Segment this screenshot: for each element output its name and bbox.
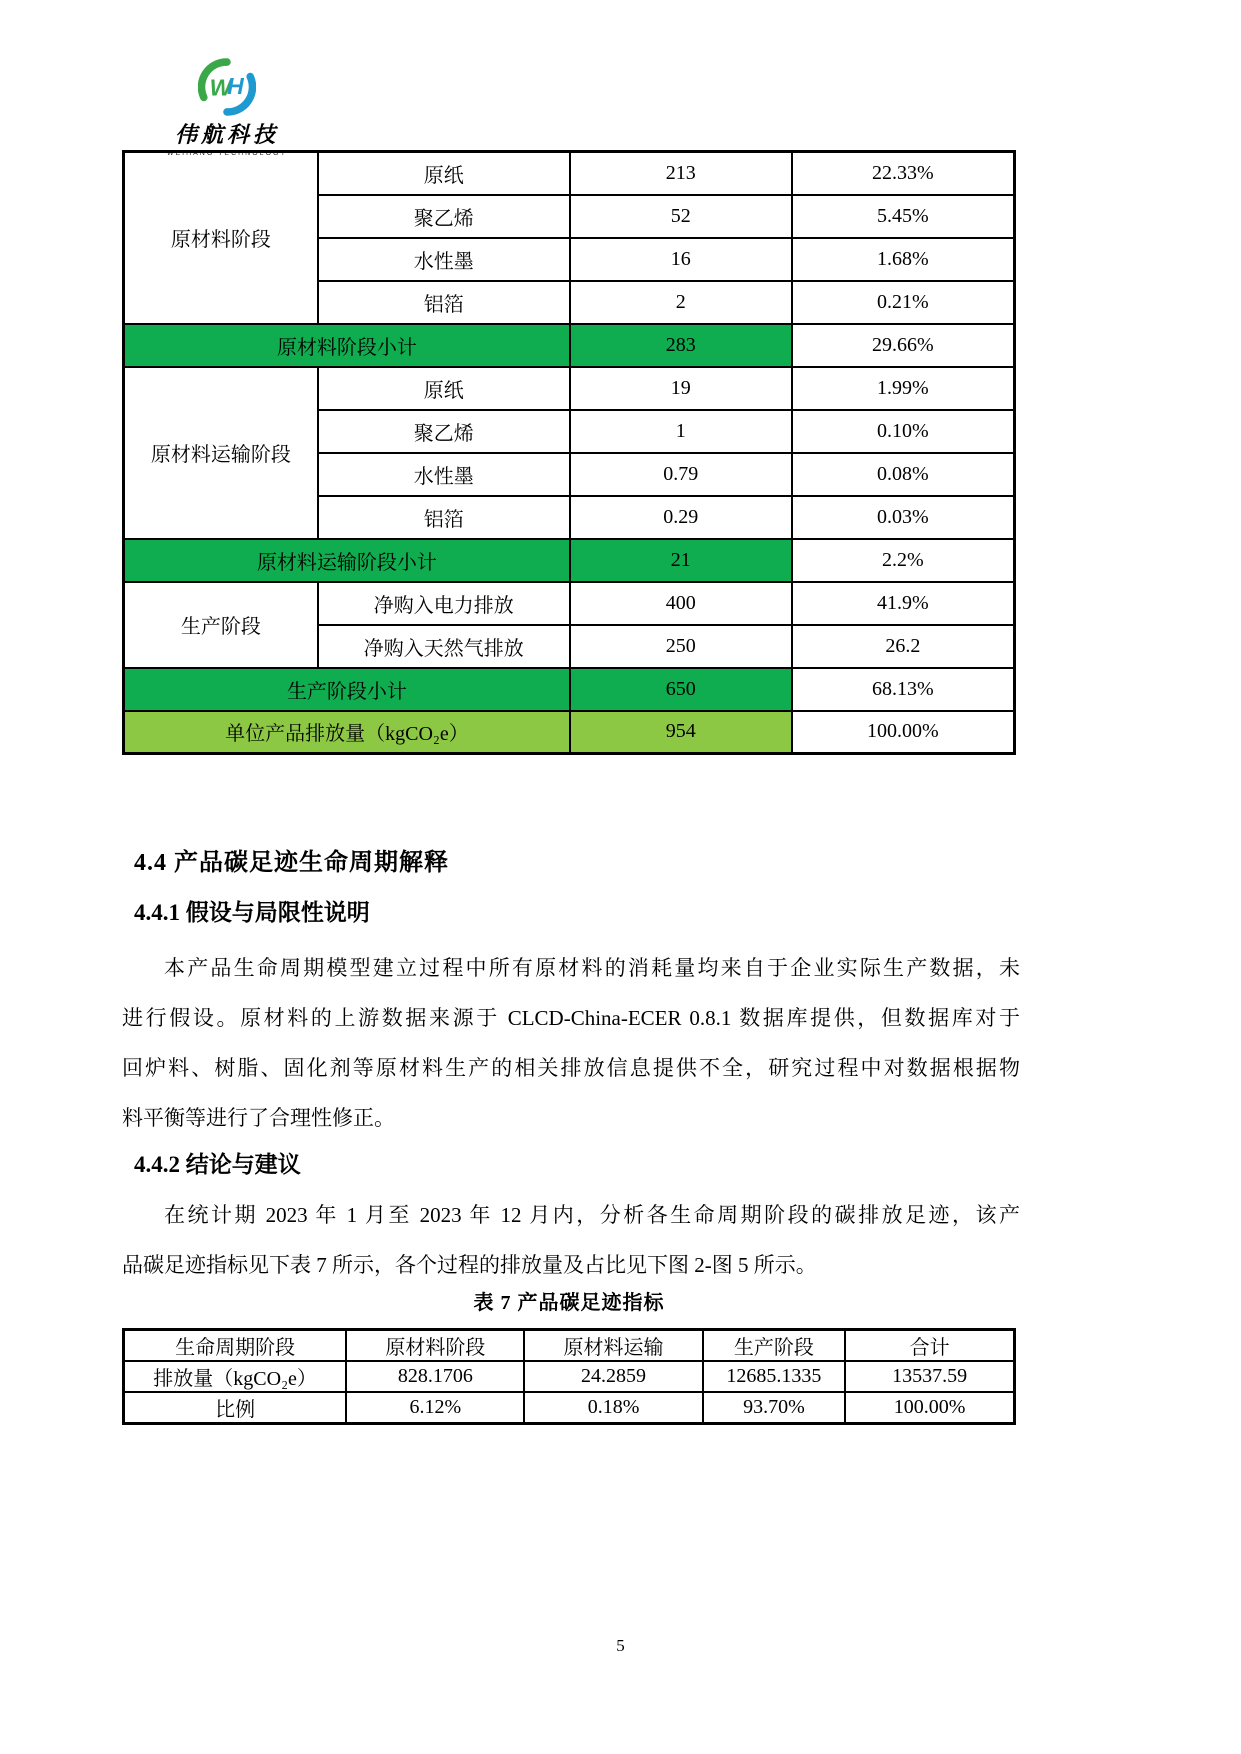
value-cell: 6.12% (346, 1392, 524, 1424)
percent-cell: 0.10% (792, 410, 1015, 453)
item-cell: 原纸 (318, 152, 570, 195)
paragraph-line: 本产品生命周期模型建立过程中所有原材料的消耗量均来自于企业实际生产数据，未 (164, 956, 1020, 980)
subtotal-percent-cell: 2.2% (792, 539, 1015, 582)
percent-cell: 22.33% (792, 152, 1015, 195)
paragraph-line: 品碳足迹指标见下表 7 所示，各个过程的排放量及占比见下图 2-图 5 所示。 (122, 1253, 817, 1277)
header-cell: 生产阶段 (703, 1330, 846, 1362)
subtotal-row (124, 539, 1015, 582)
value-cell: 100.00% (845, 1392, 1014, 1424)
section-heading-4-4-1: 4.4.1 假设与局限性说明 (134, 900, 370, 925)
subtotal-percent-cell: 68.13% (792, 668, 1015, 711)
value-cell: 52 (570, 195, 792, 238)
paragraph-line: 在统计期 2023 年 1 月至 2023 年 12 月内，分析各生命周期阶段的碳排放足迹，该产 (164, 1203, 1020, 1227)
header-cell: 合计 (845, 1330, 1014, 1362)
total-value-cell: 954 (570, 711, 792, 754)
percent-cell: 0.03% (792, 496, 1015, 539)
item-cell: 聚乙烯 (318, 195, 570, 238)
percent-cell: 1.68% (792, 238, 1015, 281)
value-cell: 13537.59 (845, 1361, 1014, 1392)
percent-cell: 26.2 (792, 625, 1015, 668)
percent-cell: 1.99% (792, 367, 1015, 410)
value-cell: 400 (570, 582, 792, 625)
value-cell: 93.70% (703, 1392, 846, 1424)
value-cell: 828.1706 (346, 1361, 524, 1392)
value-cell: 2 (570, 281, 792, 324)
item-cell: 原纸 (318, 367, 570, 410)
subtotal-label-cell: 原材料阶段小计 (124, 324, 570, 367)
value-cell: 1 (570, 410, 792, 453)
company-logo (152, 58, 302, 157)
paragraph-line: 回炉料、树脂、固化剂等原材料生产的相关排放信息提供不全，研究过程中对数据根据物 (122, 1056, 1020, 1080)
brand-name: 伟航科技 (174, 122, 279, 147)
subtotal-row (124, 324, 1015, 367)
percent-cell: 41.9% (792, 582, 1015, 625)
carbon-footprint-indicator-table (122, 1328, 1016, 1425)
page-number: 5 (616, 1636, 625, 1655)
value-cell: 19 (570, 367, 792, 410)
subtotal-row (124, 668, 1015, 711)
paragraph-line: 料平衡等进行了合理性修正。 (122, 1106, 395, 1130)
table-row (124, 582, 1015, 625)
total-percent-cell: 100.00% (792, 711, 1015, 754)
subtotal-label-cell: 生产阶段小计 (124, 668, 570, 711)
value-cell: 250 (570, 625, 792, 668)
paragraph-conclusion (122, 1190, 1020, 1290)
emission-breakdown-table (122, 150, 1016, 755)
value-cell: 12685.1335 (703, 1361, 846, 1392)
header-cell: 生命周期阶段 (124, 1330, 347, 1362)
table-row (124, 152, 1015, 195)
subtotal-percent-cell: 29.66% (792, 324, 1015, 367)
row-label-cell: 排放量（kgCO₂e） (124, 1361, 347, 1392)
item-cell: 水性墨 (318, 238, 570, 281)
stage-cell: 生产阶段 (124, 582, 318, 668)
subtotal-value-cell: 21 (570, 539, 792, 582)
item-cell: 净购入电力排放 (318, 582, 570, 625)
header-cell: 原材料阶段 (346, 1330, 524, 1362)
table-row (124, 1361, 1015, 1392)
table-row (124, 1392, 1015, 1424)
value-cell: 213 (570, 152, 792, 195)
logo-mark-icon (198, 58, 256, 116)
total-row (124, 711, 1015, 754)
total-label-cell: 单位产品排放量（kgCO₂e） (124, 711, 570, 754)
brand-subtitle: WEIHANG TECHNOLOGY (166, 150, 288, 157)
row-label-cell: 比例 (124, 1392, 347, 1424)
table-header-row (124, 1330, 1015, 1362)
stage-cell: 原材料运输阶段 (124, 367, 318, 539)
logo-letter-h: H (227, 72, 244, 99)
subtotal-value-cell: 283 (570, 324, 792, 367)
percent-cell: 5.45% (792, 195, 1015, 238)
table-row (124, 367, 1015, 410)
subtotal-value-cell: 650 (570, 668, 792, 711)
value-cell: 0.79 (570, 453, 792, 496)
item-cell: 水性墨 (318, 453, 570, 496)
value-cell: 24.2859 (524, 1361, 702, 1392)
table7-caption: 表 7 产品碳足迹指标 (473, 1292, 665, 1314)
item-cell: 铝箔 (318, 281, 570, 324)
subtotal-label-cell: 原材料运输阶段小计 (124, 539, 570, 582)
item-cell: 聚乙烯 (318, 410, 570, 453)
value-cell: 16 (570, 238, 792, 281)
stage-cell: 原材料阶段 (124, 152, 318, 324)
value-cell: 0.29 (570, 496, 792, 539)
percent-cell: 0.21% (792, 281, 1015, 324)
logo-letter-w: W (209, 74, 232, 101)
paragraph-line: 进行假设。原材料的上游数据来源于 CLCD-China-ECER 0.8.1 数据库提供，但数据库对于 (122, 1006, 1020, 1030)
item-cell: 铝箔 (318, 496, 570, 539)
paragraph-assumptions (122, 943, 1020, 1143)
value-cell: 0.18% (524, 1392, 702, 1424)
section-heading-4-4-2: 4.4.2 结论与建议 (134, 1152, 301, 1177)
section-heading-4-4: 4.4 产品碳足迹生命周期解释 (134, 850, 449, 876)
item-cell: 净购入天然气排放 (318, 625, 570, 668)
percent-cell: 0.08% (792, 453, 1015, 496)
header-cell: 原材料运输 (524, 1330, 702, 1362)
